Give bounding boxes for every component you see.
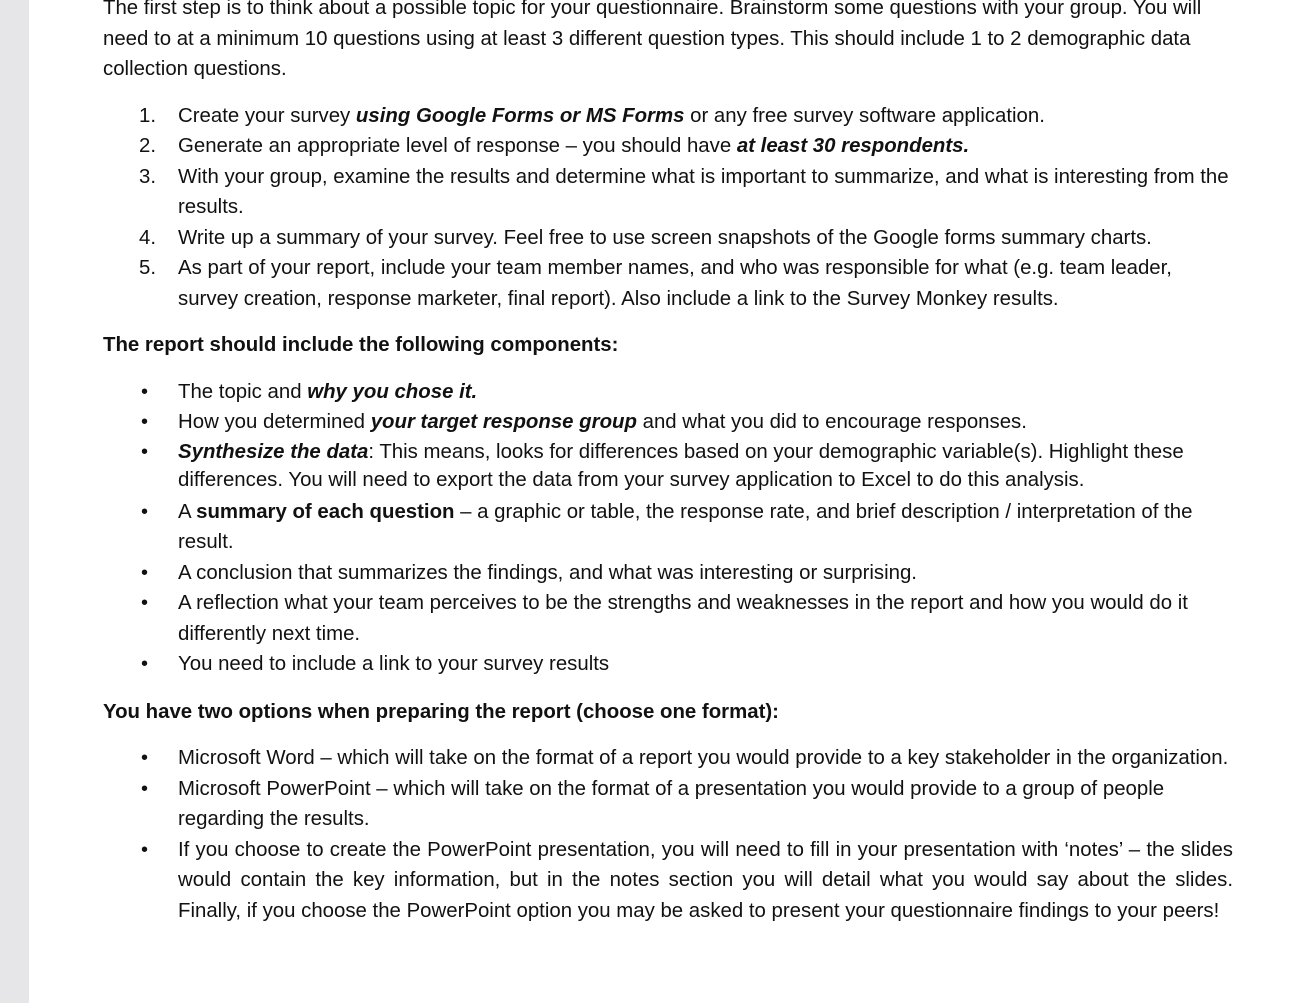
components-list — [103, 377, 1233, 680]
list-item: • How you determined your target response group and what you did to encourage responses. — [103, 407, 1233, 438]
list-item: • The topic and why you chose it. — [103, 377, 1233, 408]
steps-list — [103, 101, 1233, 315]
options-list — [103, 743, 1233, 926]
list-item: • A reflection what your team perceives to be the strengths and weaknesses in the report and how you would do it differently next time. — [103, 588, 1233, 649]
bullet: • — [141, 561, 149, 584]
list-item: 3. With your group, examine the results and determine what is important to summarize, and what is interesting from the results. — [103, 162, 1233, 223]
list-number: 3. — [139, 165, 157, 188]
list-item: 5. As part of your report, include your team member names, and who was responsible for what (e.g. team leader, survey creation, response marketer, final report). Also include a link to the Survey Monkey results. — [103, 253, 1233, 314]
bullet: • — [141, 411, 149, 433]
list-item: • You need to include a link to your survey results — [103, 649, 1233, 680]
components-heading: The report should include the following components: — [103, 334, 619, 356]
document-content — [103, 0, 1233, 943]
list-item: • Microsoft PowerPoint – which will take on the format of a presentation you would provide to a group of people regarding the results. — [103, 774, 1233, 835]
list-item: • If you choose to create the PowerPoint presentation, you will need to fill in your presentation with ‘notes’ – the slides would contain the key information, but in the notes section you will detail what you would say about the slides. Finally, if you choose the PowerPoint option you may be asked to present your questionnaire findings to your peers! — [103, 835, 1233, 927]
bullet: • — [141, 380, 149, 403]
bullet: • — [141, 838, 149, 861]
bullet: • — [141, 500, 149, 523]
list-item: • A summary of each question – a graphic or table, the response rate, and brief description / interpretation of the result. — [103, 497, 1233, 558]
list-number: 5. — [139, 257, 157, 279]
list-item: • A conclusion that summarizes the findings, and what was interesting or surprising. — [103, 558, 1233, 589]
list-number: 1. — [139, 104, 157, 127]
list-item: • Synthesize the data: This means, looks for differences based on your demographic variable(s). Highlight these differences. You will need to export the data from your survey application to Excel to do this analysis. — [103, 438, 1233, 497]
list-item: 4. Write up a summary of your survey. Feel free to use screen snapshots of the Google forms summary charts. — [103, 223, 1233, 254]
intro-paragraph: The first step is to think about a possible topic for your questionnaire. Brainstorm some questions with your group. You will need to at a minimum 10 questions using at least 3 different question types. This should include 1 to 2 demographic data collection questions. — [103, 0, 1202, 80]
list-item: 2. Generate an appropriate level of response – you should have at least 30 respondents. — [103, 131, 1233, 162]
bullet: • — [141, 777, 149, 800]
list-item: • Microsoft Word – which will take on the format of a report you would provide to a key stakeholder in the organization. — [103, 743, 1233, 774]
bullet: • — [141, 747, 149, 769]
document-page — [29, 0, 1290, 1003]
bullet: • — [141, 592, 149, 614]
list-item: 1. Create your survey using Google Forms or MS Forms or any free survey software application. — [103, 101, 1233, 132]
bullet: • — [141, 440, 149, 463]
bullet: • — [141, 653, 149, 675]
list-number: 4. — [139, 226, 157, 249]
options-heading: You have two options when preparing the report (choose one format): — [103, 700, 779, 723]
list-number: 2. — [139, 135, 157, 157]
